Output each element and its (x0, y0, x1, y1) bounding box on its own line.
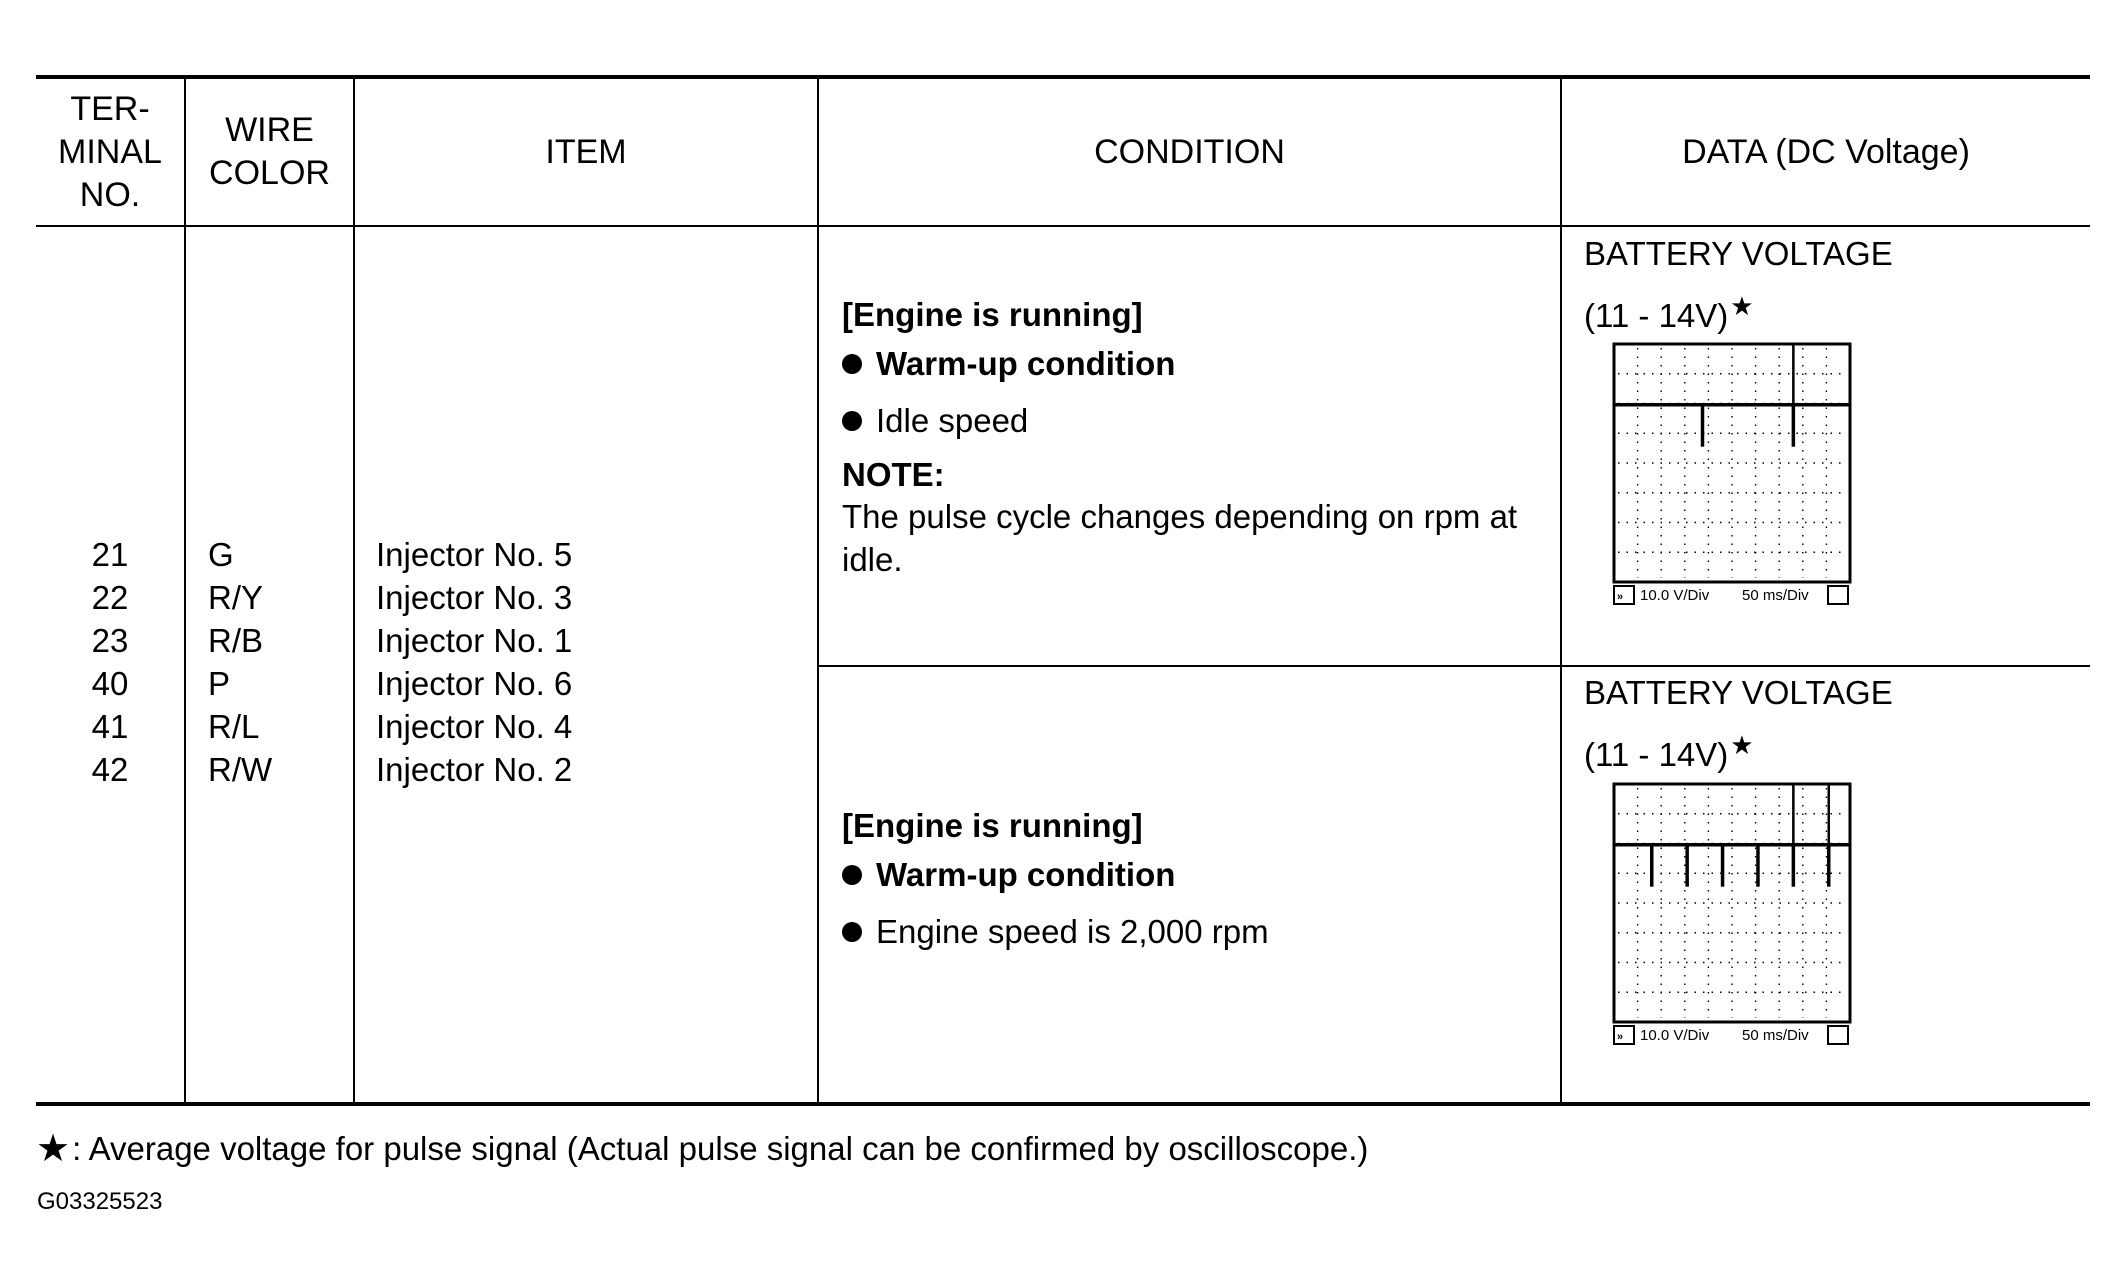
star-icon: ★ (36, 1128, 71, 1170)
item-name: Injector No. 2 (376, 751, 573, 788)
bullet-text: Idle speed (876, 401, 1029, 439)
item-list (376, 533, 806, 791)
item-name: Injector No. 6 (376, 665, 573, 702)
condition-idle (842, 295, 1552, 581)
bullet-dot-icon (842, 411, 862, 431)
terminal-number-list (36, 533, 184, 791)
terminal-number: 41 (91, 708, 129, 745)
header-item: ITEM (545, 132, 627, 171)
data-voltage-range (1584, 280, 1893, 342)
oscilloscope-trace-idle (1612, 342, 1852, 610)
scope-corner-box (1828, 1026, 1848, 1044)
column-divider-1 (184, 79, 186, 1102)
condition-bullet (842, 392, 1552, 449)
wire-color: R/L (208, 708, 260, 745)
header-wire-color: WIRE COLOR (209, 111, 330, 192)
footnote (36, 1126, 1368, 1171)
star-icon: ★ (1730, 291, 1754, 321)
scope-volt-div: 10.0 V/Div (1640, 1027, 1710, 1044)
item-name: Injector No. 4 (376, 708, 573, 745)
column-divider-3 (817, 79, 819, 1102)
bullet-text: Warm-up condition (876, 855, 1176, 893)
item-name: Injector No. 3 (376, 579, 573, 616)
scope-run-icon: » (1617, 591, 1624, 603)
header-bottom-rule (36, 225, 2090, 227)
terminal-number: 40 (91, 665, 129, 702)
bullet-dot-icon (842, 865, 862, 885)
wire-color: R/B (208, 622, 264, 659)
bullet-dot-icon (842, 922, 862, 942)
column-divider-2 (353, 79, 355, 1102)
terminal-number: 21 (91, 536, 129, 573)
voltage-range-text: (11 - 14V) (1584, 736, 1729, 773)
scope-time-div: 50 ms/Div (1742, 587, 1809, 604)
terminal-number: 42 (91, 751, 129, 788)
scope-run-icon: » (1617, 1031, 1624, 1043)
voltage-range-text: (11 - 14V) (1584, 297, 1729, 334)
condition-heading: [Engine is running] (842, 296, 1143, 333)
data-voltage-label (1584, 667, 1893, 781)
scope-time-div: 50 ms/Div (1742, 1027, 1809, 1044)
oscilloscope-trace-2000-rpm (1612, 782, 1852, 1050)
condition-heading: [Engine is running] (842, 807, 1143, 844)
data-voltage-title: BATTERY VOLTAGE (1584, 235, 1893, 272)
data-voltage-label (1584, 228, 1893, 342)
row-divider (818, 665, 2090, 667)
note-heading: NOTE: (842, 456, 945, 493)
scope-volt-div: 10.0 V/Div (1640, 587, 1710, 604)
condition-bullet (842, 846, 1552, 903)
column-divider-4 (1560, 79, 1562, 1102)
footnote-text: : Average voltage for pulse signal (Actual pulse signal can be confirmed by oscilloscope.) (72, 1129, 1369, 1167)
star-icon: ★ (1730, 730, 1754, 760)
terminal-number: 22 (91, 579, 129, 616)
scope-corner-box (1828, 586, 1848, 604)
item-name: Injector No. 1 (376, 622, 573, 659)
table-bottom-rule (36, 1102, 2090, 1106)
header-data-dc-voltage: DATA (DC Voltage) (1682, 132, 1970, 171)
terminal-number: 23 (91, 622, 129, 659)
bullet-text: Engine speed is 2,000 rpm (876, 912, 1269, 950)
wire-color-list (208, 533, 348, 791)
data-voltage-title: BATTERY VOLTAGE (1584, 674, 1893, 711)
wire-color: P (208, 665, 231, 702)
condition-2000-rpm (842, 806, 1552, 960)
bullet-text: Warm-up condition (876, 344, 1176, 382)
item-name: Injector No. 5 (376, 536, 573, 573)
wire-color: R/Y (208, 579, 264, 616)
header-condition: CONDITION (1094, 132, 1285, 171)
note-line: The pulse cycle changes depending on rpm at (842, 498, 1518, 535)
condition-bullet (842, 903, 1552, 960)
note-line: idle. (842, 541, 903, 578)
bullet-dot-icon (842, 354, 862, 374)
wire-color: R/W (208, 751, 273, 788)
wire-color: G (208, 536, 234, 573)
condition-bullet (842, 335, 1552, 392)
header-terminal-no: TER- MINAL NO. (58, 89, 162, 214)
figure-id: G03325523 (37, 1188, 163, 1215)
data-voltage-range (1584, 719, 1893, 781)
